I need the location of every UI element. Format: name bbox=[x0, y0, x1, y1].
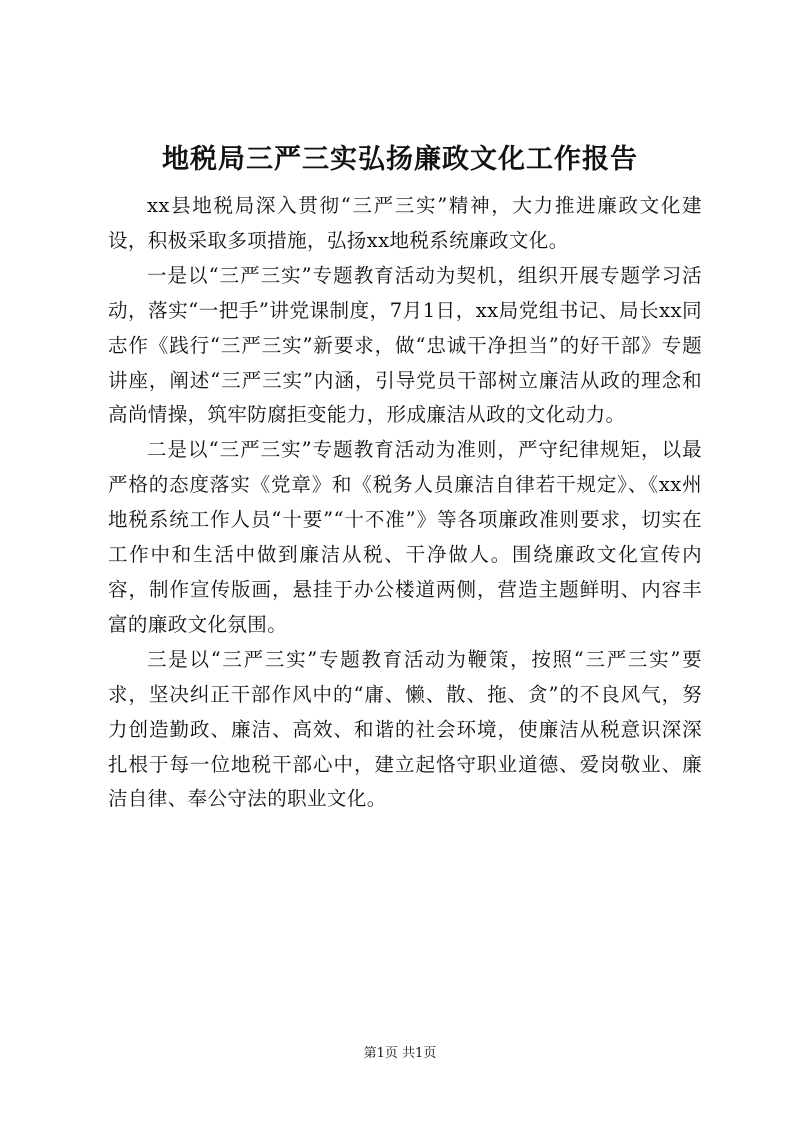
document-body bbox=[108, 189, 702, 817]
paragraph-first-measure: 一是以“三严三实”专题教育活动为契机，组织开展专题学习活动，落实“一把手”讲党课制度，7月1日，xx局党组书记、局长xx同志作《践行“三严三实”新要求，做“忠诚干净担当”的好干部》专题讲座，阐述“三严三实”内涵，引导党员干部树立廉洁从政的理念和高尚情操，筑牢防腐拒变能力，形成廉洁从政的文化动力。 bbox=[108, 263, 702, 427]
paragraph-second-measure: 二是以“三严三实”专题教育活动为准则，严守纪律规矩，以最严格的态度落实《党章》和《税务人员廉洁自律若干规定》、《xx州地税系统工作人员“十要”“十不准”》等各项廉政准则要求，切实在工作中和生活中做到廉洁从税、干净做人。围绕廉政文化宣传内容，制作宣传版画，悬挂于办公楼道两侧，营造主题鲜明、内容丰富的廉政文化氛围。 bbox=[108, 438, 702, 636]
page-footer: 第1页 共1页 bbox=[363, 1046, 437, 1061]
paragraph-third-measure: 三是以“三严三实”专题教育活动为鞭策，按照“三严三实”要求，坚决纠正干部作风中的“庸、懒、散、拖、贪”的不良风气，努力创造勤政、廉洁、高效、和谐的社会环境，使廉洁从税意识深深扎根于每一位地税干部心中，建立起恪守职业道德、爱岗敬业、廉洁自律、奉公守法的职业文化。 bbox=[108, 647, 702, 811]
document-title: 地税局三严三实弘扬廉政文化工作报告 bbox=[162, 144, 638, 175]
paragraph-intro: xx县地税局深入贯彻“三严三实”精神，大力推进廉政文化建设，积极采取多项措施，弘扬xx地税系统廉政文化。 bbox=[108, 194, 702, 252]
